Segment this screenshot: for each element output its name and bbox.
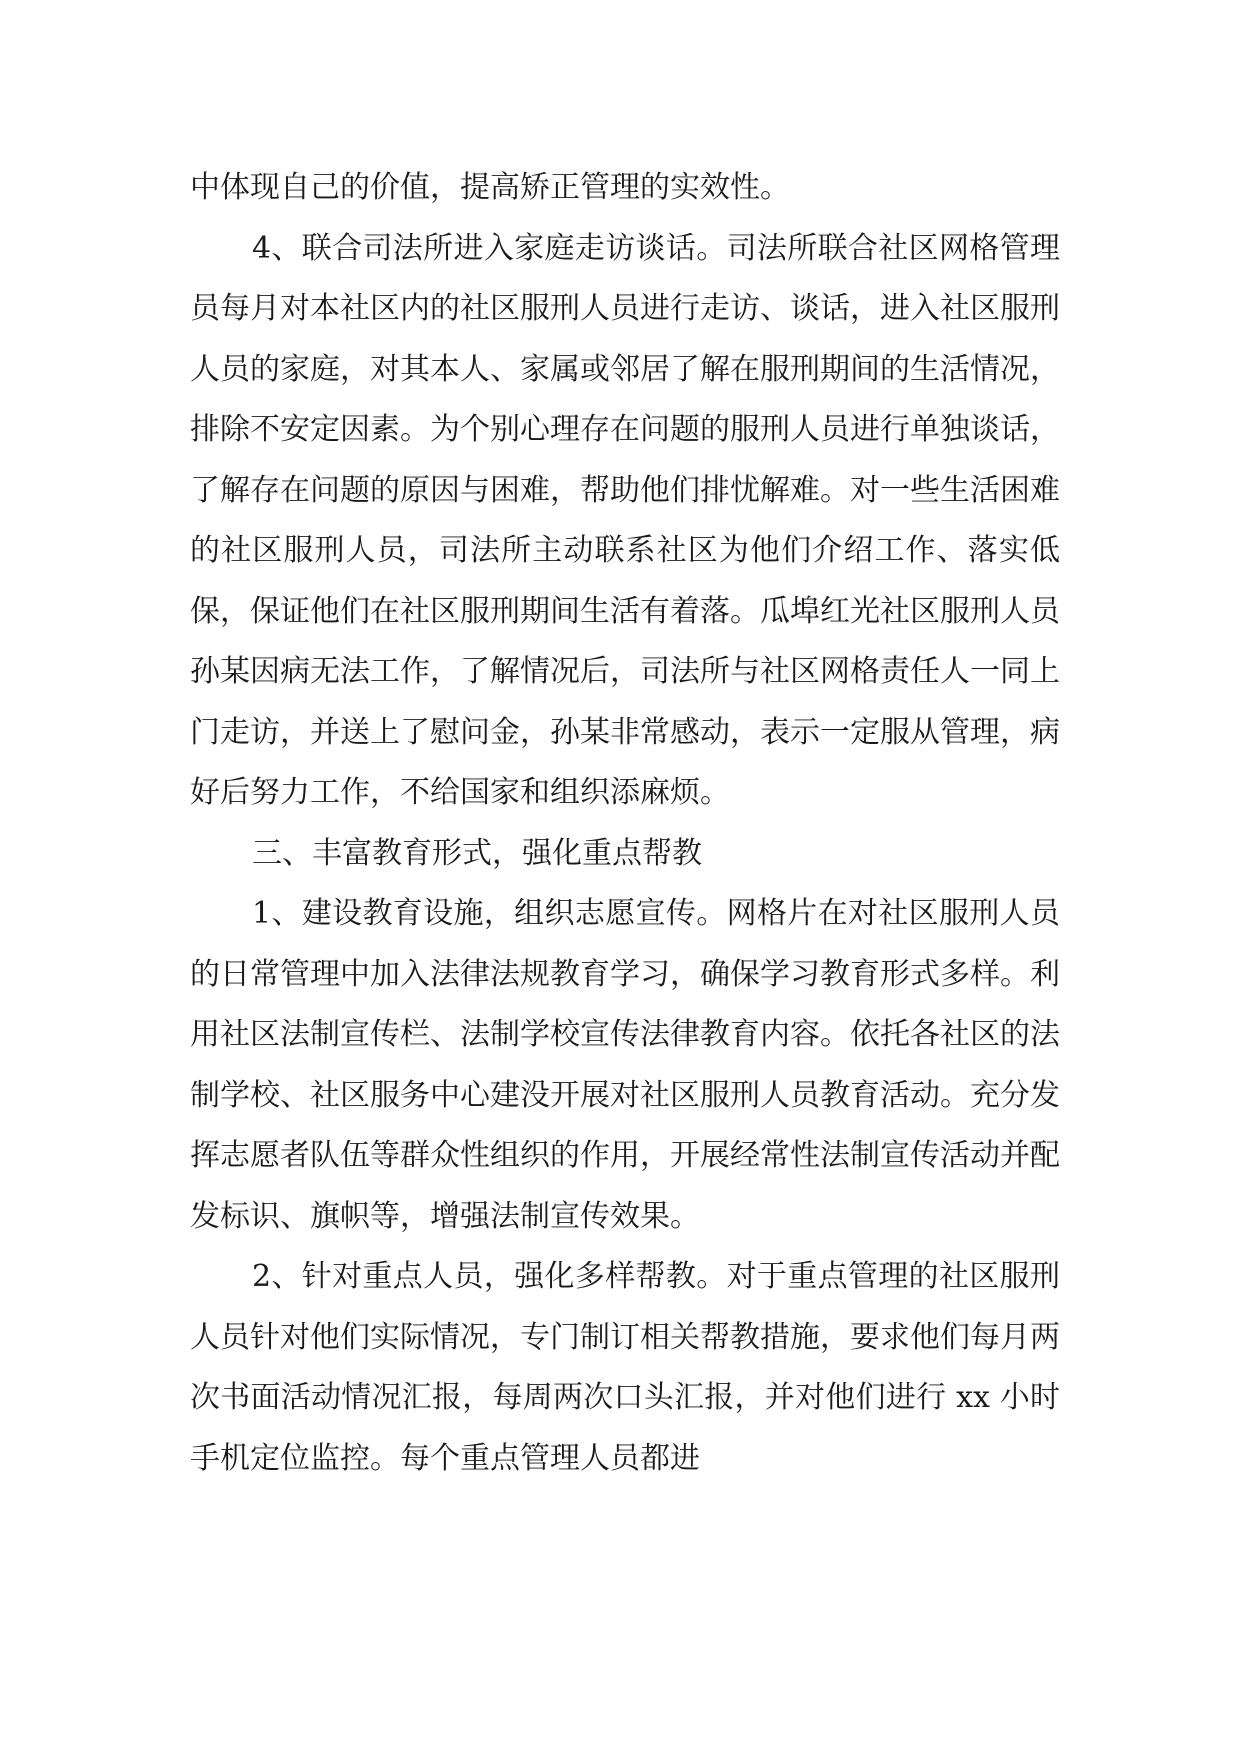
paragraph-item-4-home-visits: 4、联合司法所进入家庭走访谈话。司法所联合社区网格管理员每月对本社区内的社区服刑人员进行走访、谈话，进入社区服刑人员的家庭，对其本人、家属或邻居了解在服刑期间的生活情况，排除不安定因素。为个别心理存在问题的服刑人员进行单独谈话，了解存在问题的原因与困难，帮助他们排忧解难。对一些生活困难的社区服刑人员，司法所主动联系社区为他们介绍工作、落实低保，保证他们在社区服刑期间生活有着落。瓜埠红光社区服刑人员孙某因病无法工作，了解情况后，司法所与社区网格责任人一同上门走访，并送上了慰问金，孙某非常感动，表示一定服从管理，病好后努力工作，不给国家和组织添麻烦。 — [190, 230, 1060, 810]
section-heading-3: 三、丰富教育形式，强化重点帮教 — [252, 835, 702, 871]
document-body — [190, 158, 1060, 1489]
paragraph-item-2-key-personnel: 2、针对重点人员，强化多样帮教。对于重点管理的社区服刑人员针对他们实际情况，专门制订相关帮教措施，要求他们每月两次书面活动情况汇报，每周两次口头汇报，并对他们进行 xx 小时手机定位监控。每个重点管理人员都进 — [190, 1259, 1060, 1476]
paragraph-continuation: 中体现自己的价值，提高矫正管理的实效性。 — [190, 170, 790, 205]
paragraph-item-1-education-facilities: 1、建设教育设施，组织志愿宣传。网格片在对社区服刑人员的日常管理中加入法律法规教育学习，确保学习教育形式多样。利用社区法制宣传栏、法制学校宣传法律教育内容。依托各社区的法制学校、社区服务中心建没开展对社区服刑人员教育活动。充分发挥志愿者队伍等群众性组织的作用，开展经常性法制宣传活动并配发标识、旗帜等，增强法制宣传效果。 — [190, 896, 1060, 1234]
